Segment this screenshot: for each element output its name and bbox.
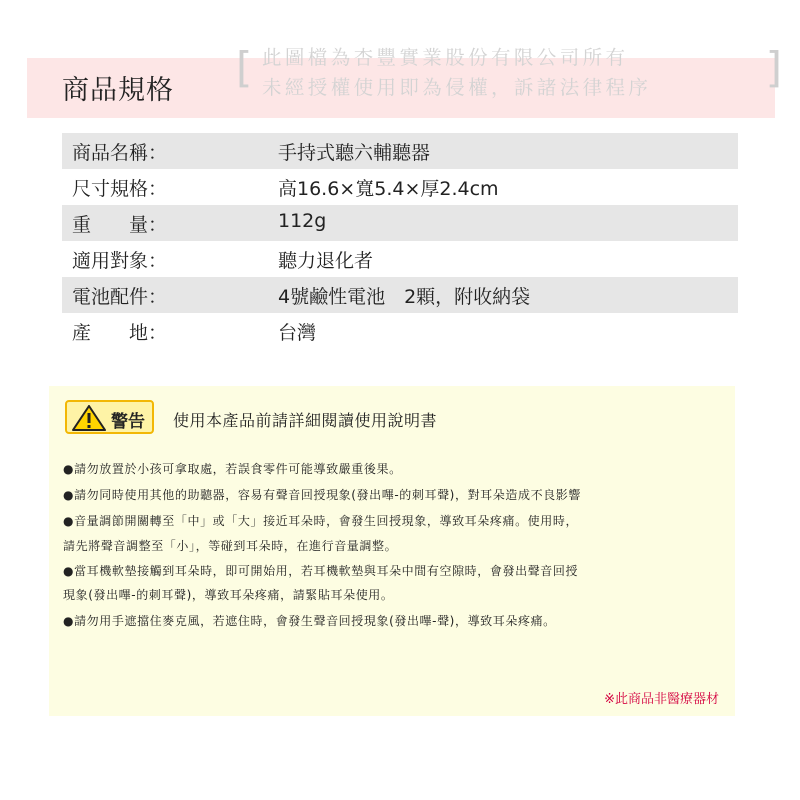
warning-item: ●音量調節開關轉至「中」或「大」接近耳朵時，會發生回授現象，導致耳朵疼痛。使用時， bbox=[63, 514, 579, 528]
spec-label: 商品名稱： bbox=[72, 142, 168, 164]
spec-row-weight bbox=[62, 205, 738, 241]
non-medical-device-note: ※此商品非醫療器材 bbox=[604, 692, 719, 707]
warning-triangle-icon bbox=[72, 405, 106, 431]
warning-item: ●當耳機軟墊接觸到耳朵時，即可開始用，若耳機軟墊與耳朵中間有空隙時，會發出聲音回授 bbox=[63, 564, 579, 578]
spec-value: 112g bbox=[278, 210, 327, 232]
spec-value: 手持式聽六輔聽器 bbox=[278, 142, 431, 164]
warning-badge bbox=[65, 400, 154, 434]
spec-row-size bbox=[62, 169, 738, 205]
warning-badge-label: 警告 bbox=[111, 412, 145, 432]
warning-item: ●請勿同時使用其他的助聽器，容易有聲音回授現象(發出嗶-的刺耳聲)，對耳朵造成不良影響 bbox=[63, 488, 581, 502]
warning-intro: 使用本產品前請詳細閱讀使用說明書 bbox=[173, 411, 438, 430]
warning-panel bbox=[49, 386, 735, 716]
spec-value: 4號鹼性電池 2顆，附收納袋 bbox=[278, 286, 531, 308]
warning-item: ●請勿用手遮擋住麥克風，若遮住時，會發生聲音回授現象(發出嗶-聲)，導致耳朵疼痛。 bbox=[63, 614, 556, 628]
spec-value: 台灣 bbox=[278, 322, 317, 344]
bracket-left: [ bbox=[236, 43, 253, 92]
page-title: 商品規格 bbox=[62, 75, 174, 106]
spec-row-origin bbox=[62, 313, 738, 349]
spec-table bbox=[62, 133, 738, 349]
warning-item: ●請勿放置於小孩可拿取處，若誤食零件可能導致嚴重後果。 bbox=[63, 462, 402, 476]
spec-value: 聽力退化者 bbox=[278, 250, 374, 272]
bracket-right: ] bbox=[765, 43, 782, 92]
spec-label: 電池配件： bbox=[72, 286, 168, 308]
spec-value: 高16.6×寬5.4×厚2.4cm bbox=[278, 178, 499, 200]
spec-label: 適用對象： bbox=[72, 250, 168, 272]
spec-row-battery bbox=[62, 277, 738, 313]
warning-item-continued: 現象(發出嗶-的刺耳聲)，導致耳朵疼痛，請緊貼耳朵使用。 bbox=[63, 588, 394, 602]
copyright-line-1: 此圖檔為杏豐實業股份有限公司所有 bbox=[262, 46, 629, 69]
spec-row-product-name bbox=[62, 133, 738, 169]
warning-item-continued: 請先將聲音調整至「小」，等碰到耳朵時，在進行音量調整。 bbox=[63, 539, 398, 553]
spec-label: 重 量： bbox=[72, 214, 168, 236]
spec-label: 產 地： bbox=[72, 322, 168, 344]
spec-row-target-users bbox=[62, 241, 738, 277]
copyright-line-2: 未經授權使用即為侵權，訴諸法律程序 bbox=[262, 76, 652, 99]
copyright-watermark bbox=[236, 36, 782, 102]
spec-label: 尺寸規格： bbox=[72, 178, 168, 200]
